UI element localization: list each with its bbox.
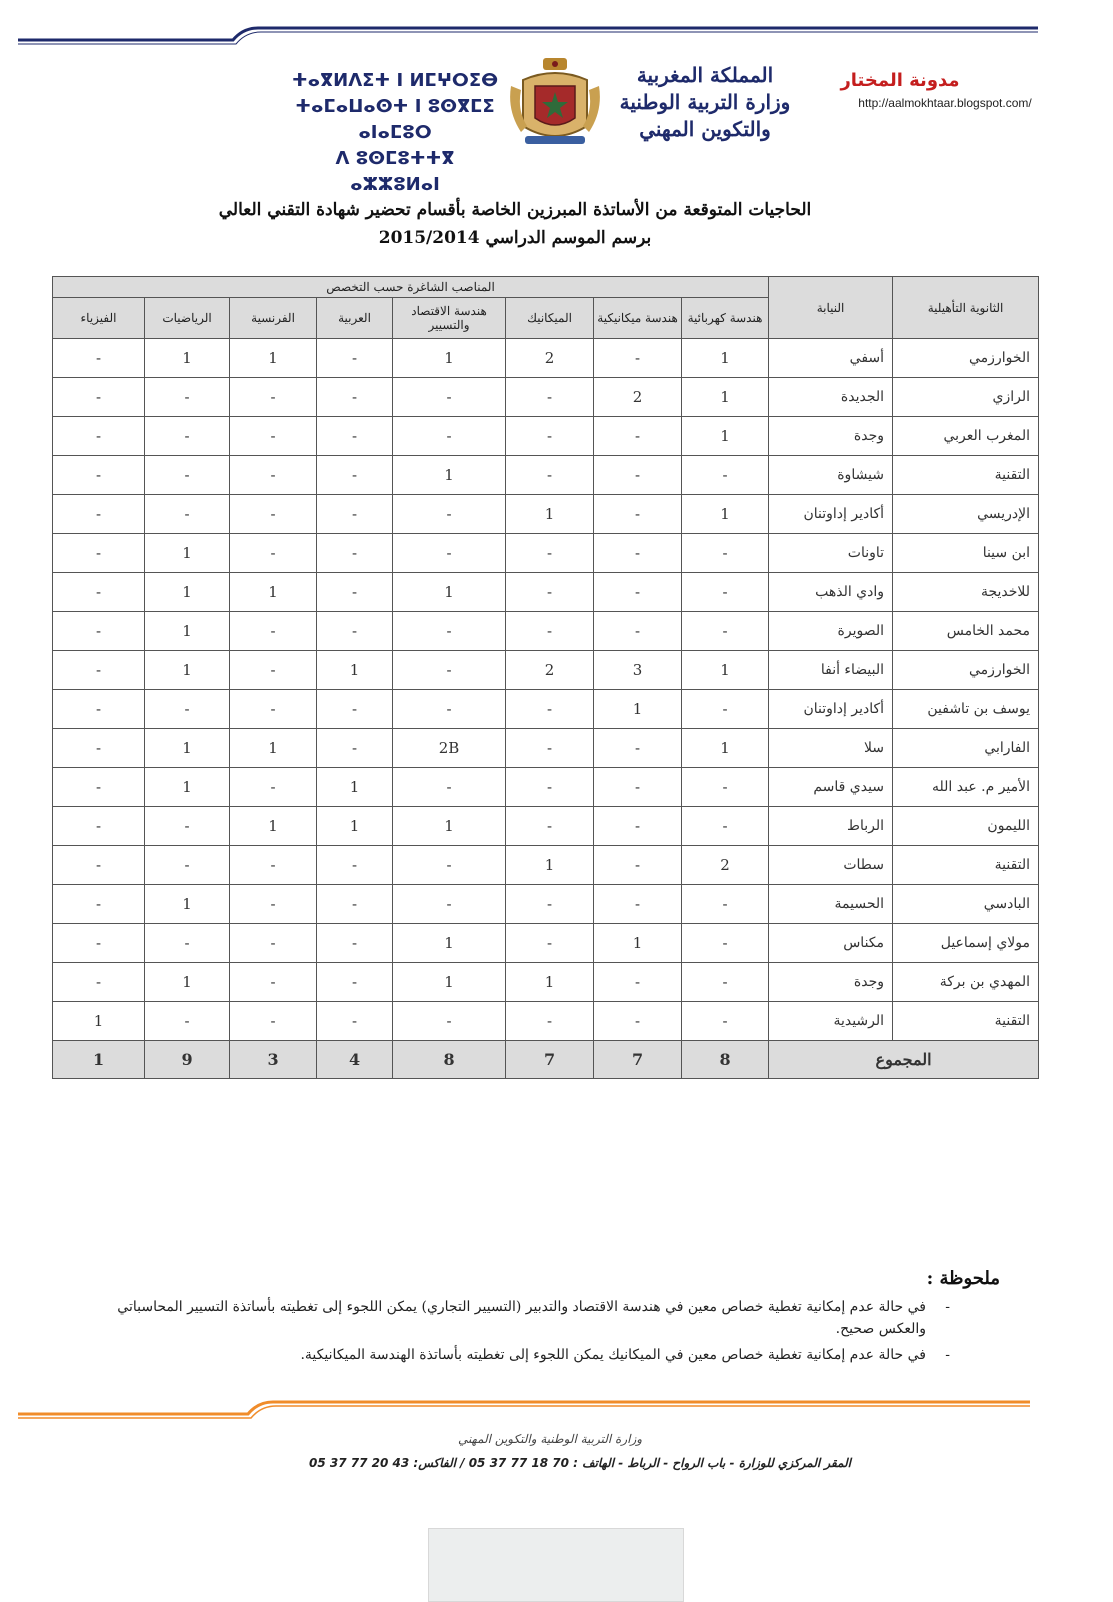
value-cell: 1 <box>145 612 230 651</box>
value-cell: - <box>594 573 682 612</box>
stamp-image <box>428 1528 684 1602</box>
value-cell: - <box>230 612 317 651</box>
value-cell: - <box>682 573 769 612</box>
value-cell: - <box>317 1002 393 1041</box>
value-cell: 1 <box>682 729 769 768</box>
value-cell: - <box>594 417 682 456</box>
value-cell: - <box>230 1002 317 1041</box>
ministry-name-arabic <box>605 62 805 143</box>
province-cell: سطات <box>769 846 893 885</box>
value-cell: - <box>594 846 682 885</box>
value-cell: - <box>317 417 393 456</box>
value-cell: 1 <box>506 495 594 534</box>
value-cell: 1 <box>393 573 506 612</box>
ministry-name-tifinagh <box>290 68 500 198</box>
table-row <box>53 768 1039 807</box>
school-cell: الخوارزمي <box>893 339 1039 378</box>
value-cell: - <box>594 339 682 378</box>
table-row <box>53 612 1039 651</box>
school-cell: البادسي <box>893 885 1039 924</box>
table-row <box>53 1002 1039 1041</box>
province-cell: أسفي <box>769 339 893 378</box>
header-province: النيابة <box>769 277 893 339</box>
table-row <box>53 456 1039 495</box>
table-row <box>53 963 1039 1002</box>
value-cell: - <box>53 495 145 534</box>
value-cell: - <box>317 846 393 885</box>
value-cell: - <box>317 612 393 651</box>
value-cell: - <box>145 690 230 729</box>
total-cell: 7 <box>594 1041 682 1079</box>
value-cell: - <box>53 534 145 573</box>
value-cell: - <box>145 417 230 456</box>
value-cell: - <box>230 885 317 924</box>
value-cell: - <box>145 846 230 885</box>
table-row <box>53 495 1039 534</box>
value-cell: - <box>682 534 769 573</box>
value-cell: 1 <box>393 924 506 963</box>
note-text: في حالة عدم إمكانية تغطية خصاص معين في الميكانيك يمكن اللجوء إلى تغطيته بأساتذة الهندسة الميكانيكية. <box>300 1347 926 1363</box>
header-specialty-group: المناصب الشاغرة حسب التخصص <box>53 277 769 298</box>
value-cell: - <box>317 339 393 378</box>
value-cell: - <box>594 534 682 573</box>
total-cell: 8 <box>682 1041 769 1079</box>
value-cell: - <box>145 378 230 417</box>
value-cell: - <box>682 1002 769 1041</box>
value-cell: - <box>506 690 594 729</box>
value-cell: 1 <box>145 729 230 768</box>
value-cell: 2 <box>594 378 682 417</box>
table-row <box>53 885 1039 924</box>
table-row <box>53 573 1039 612</box>
notes-list <box>70 1296 950 1370</box>
province-cell: سلا <box>769 729 893 768</box>
value-cell: 1 <box>145 534 230 573</box>
total-label: المجموع <box>769 1041 1039 1079</box>
value-cell: - <box>682 768 769 807</box>
header-mechanics: الميكانيك <box>506 298 594 339</box>
value-cell: - <box>393 768 506 807</box>
vacancies-table <box>52 276 1039 1079</box>
value-cell: 1 <box>393 456 506 495</box>
blog-name: مدونة المختار <box>840 70 960 91</box>
total-cell: 9 <box>145 1041 230 1079</box>
value-cell: 1 <box>145 339 230 378</box>
table-row <box>53 534 1039 573</box>
value-cell: - <box>393 1002 506 1041</box>
value-cell: - <box>393 534 506 573</box>
arabic-line-1: المملكة المغربية <box>636 63 774 87</box>
value-cell: - <box>53 846 145 885</box>
value-cell: 1 <box>145 885 230 924</box>
school-cell: محمد الخامس <box>893 612 1039 651</box>
value-cell: 3 <box>594 651 682 690</box>
header-electrical-engineering: هندسة كهربائية <box>682 298 769 339</box>
header-school: الثانوية التأهيلية <box>893 277 1039 339</box>
header-economics-management: هندسة الاقتصاد والتسيير <box>393 298 506 339</box>
value-cell: - <box>506 768 594 807</box>
province-cell: تاونات <box>769 534 893 573</box>
province-cell: البيضاء أنفا <box>769 651 893 690</box>
school-cell: مولاي إسماعيل <box>893 924 1039 963</box>
value-cell: 1 <box>317 768 393 807</box>
table-body <box>53 339 1039 1041</box>
value-cell: 2 <box>506 339 594 378</box>
value-cell: - <box>53 456 145 495</box>
value-cell: - <box>506 378 594 417</box>
school-cell: الرازي <box>893 378 1039 417</box>
school-cell: الإدريسي <box>893 495 1039 534</box>
table-row <box>53 690 1039 729</box>
table-row <box>53 729 1039 768</box>
value-cell: 1 <box>145 573 230 612</box>
value-cell: - <box>317 885 393 924</box>
value-cell: - <box>594 885 682 924</box>
value-cell: - <box>594 768 682 807</box>
value-cell: - <box>594 456 682 495</box>
value-cell: 1 <box>506 963 594 1002</box>
footer-address: المقر المركزي للوزارة - باب الرواح - الرباط - الهاتف : 70 18 77 37 05 / الفاكس: 43 20 77 37 05 <box>308 1456 852 1470</box>
value-cell: - <box>317 729 393 768</box>
value-cell: - <box>53 963 145 1002</box>
value-cell: - <box>594 963 682 1002</box>
value-cell: - <box>53 924 145 963</box>
province-cell: الرباط <box>769 807 893 846</box>
value-cell: 1 <box>682 339 769 378</box>
value-cell: - <box>393 612 506 651</box>
value-cell: - <box>230 534 317 573</box>
value-cell: 1 <box>317 807 393 846</box>
value-cell: - <box>230 963 317 1002</box>
footer-divider <box>18 1388 1058 1428</box>
value-cell: 1 <box>682 495 769 534</box>
value-cell: - <box>506 417 594 456</box>
note-bullet: - <box>945 1299 950 1315</box>
value-cell: - <box>230 651 317 690</box>
header-divider <box>18 18 1058 58</box>
value-cell: - <box>393 690 506 729</box>
value-cell: - <box>393 651 506 690</box>
province-cell: الصويرة <box>769 612 893 651</box>
province-cell: أكادير إداوتنان <box>769 495 893 534</box>
value-cell: - <box>230 456 317 495</box>
value-cell: - <box>506 456 594 495</box>
value-cell: 2 <box>682 846 769 885</box>
value-cell: - <box>506 612 594 651</box>
value-cell: 1 <box>230 729 317 768</box>
value-cell: - <box>393 495 506 534</box>
value-cell: - <box>53 768 145 807</box>
value-cell: 1 <box>145 963 230 1002</box>
school-cell: التقنية <box>893 456 1039 495</box>
value-cell: - <box>393 417 506 456</box>
note-item <box>70 1296 950 1340</box>
header-physics: الفيزياء <box>53 298 145 339</box>
value-cell: - <box>393 846 506 885</box>
value-cell: - <box>230 690 317 729</box>
value-cell: - <box>317 456 393 495</box>
value-cell: - <box>594 1002 682 1041</box>
province-cell: شيشاوة <box>769 456 893 495</box>
value-cell: - <box>317 534 393 573</box>
value-cell: - <box>682 963 769 1002</box>
school-cell: الخوارزمي <box>893 651 1039 690</box>
value-cell: - <box>53 807 145 846</box>
value-cell: 1 <box>230 573 317 612</box>
value-cell: - <box>317 690 393 729</box>
value-cell: - <box>230 378 317 417</box>
province-cell: وجدة <box>769 963 893 1002</box>
value-cell: 2B <box>393 729 506 768</box>
value-cell: - <box>682 612 769 651</box>
value-cell: - <box>53 729 145 768</box>
header-mathematics: الرياضيات <box>145 298 230 339</box>
value-cell: - <box>506 729 594 768</box>
value-cell: 1 <box>506 846 594 885</box>
value-cell: - <box>682 690 769 729</box>
value-cell: - <box>317 963 393 1002</box>
value-cell: - <box>53 339 145 378</box>
school-cell: التقنية <box>893 1002 1039 1041</box>
value-cell: - <box>682 885 769 924</box>
total-cell: 3 <box>230 1041 317 1079</box>
province-cell: مكناس <box>769 924 893 963</box>
value-cell: - <box>594 495 682 534</box>
header-mechanical-engineering: هندسة ميكانيكية <box>594 298 682 339</box>
totals-row <box>53 1041 1039 1079</box>
note-text: في حالة عدم إمكانية تغطية خصاص معين في هندسة الاقتصاد والتدبير (التسيير التجاري) يمكن اللجوء إلى تغطيته بأساتذة التسيير المحاسباتي والعكس صحيح. <box>117 1299 926 1337</box>
value-cell: 1 <box>682 417 769 456</box>
total-cell: 8 <box>393 1041 506 1079</box>
table-row <box>53 378 1039 417</box>
value-cell: 1 <box>393 963 506 1002</box>
value-cell: - <box>506 534 594 573</box>
value-cell: - <box>53 378 145 417</box>
value-cell: 1 <box>145 768 230 807</box>
title-line-1: الحاجيات المتوقعة من الأساتذة المبرزين الخاصة بأقسام تحضير شهادة التقني العالي <box>218 200 812 220</box>
value-cell: - <box>53 573 145 612</box>
value-cell: - <box>230 495 317 534</box>
province-cell: وجدة <box>769 417 893 456</box>
value-cell: 1 <box>393 807 506 846</box>
value-cell: - <box>594 729 682 768</box>
value-cell: - <box>594 807 682 846</box>
value-cell: - <box>682 456 769 495</box>
school-cell: يوسف بن تاشفين <box>893 690 1039 729</box>
school-cell: المغرب العربي <box>893 417 1039 456</box>
value-cell: - <box>317 924 393 963</box>
note-bullet: - <box>945 1347 950 1363</box>
value-cell: - <box>53 612 145 651</box>
value-cell: 1 <box>682 378 769 417</box>
footer-ministry: وزارة التربية الوطنية والتكوين المهني <box>457 1432 643 1446</box>
value-cell: - <box>53 417 145 456</box>
value-cell: 1 <box>230 339 317 378</box>
school-cell: الأمير م. عبد الله <box>893 768 1039 807</box>
header-arabic: العربية <box>317 298 393 339</box>
value-cell: - <box>317 495 393 534</box>
blog-url: http://aalmokhtaar.blogspot.com/ <box>858 96 1032 110</box>
value-cell: - <box>393 378 506 417</box>
title-line-2: برسم الموسم الدراسي 2015/2014 <box>378 228 652 248</box>
province-cell: الرشيدية <box>769 1002 893 1041</box>
note-item <box>70 1344 950 1366</box>
school-cell: المهدي بن بركة <box>893 963 1039 1002</box>
table-row <box>53 846 1039 885</box>
value-cell: - <box>145 456 230 495</box>
province-cell: الحسيمة <box>769 885 893 924</box>
value-cell: - <box>317 378 393 417</box>
value-cell: - <box>145 495 230 534</box>
value-cell: 1 <box>230 807 317 846</box>
total-cell: 1 <box>53 1041 145 1079</box>
table-row <box>53 339 1039 378</box>
arabic-line-2: وزارة التربية الوطنية <box>619 90 791 114</box>
value-cell: - <box>682 924 769 963</box>
total-cell: 7 <box>506 1041 594 1079</box>
province-cell: وادي الذهب <box>769 573 893 612</box>
school-cell: للاخديجة <box>893 573 1039 612</box>
school-cell: الليمون <box>893 807 1039 846</box>
school-cell: ابن سينا <box>893 534 1039 573</box>
coat-of-arms-icon <box>505 56 605 148</box>
value-cell: - <box>230 924 317 963</box>
value-cell: - <box>506 1002 594 1041</box>
value-cell: 1 <box>317 651 393 690</box>
total-cell: 4 <box>317 1041 393 1079</box>
province-cell: سيدي قاسم <box>769 768 893 807</box>
tifinagh-line-3: ⴷ ⵓⵙⵎⵓⵜⵜⴳ ⴰⵣⵣⵓⵍⴰⵏ <box>335 148 455 195</box>
value-cell: - <box>506 573 594 612</box>
value-cell: - <box>506 924 594 963</box>
value-cell: 1 <box>594 690 682 729</box>
value-cell: - <box>506 885 594 924</box>
province-cell: أكادير إداوتنان <box>769 690 893 729</box>
value-cell: 2 <box>506 651 594 690</box>
province-cell: الجديدة <box>769 378 893 417</box>
value-cell: - <box>53 690 145 729</box>
tifinagh-line-1: ⵜⴰⴳⵍⴷⵉⵜ ⵏ ⵍⵎⵖⵔⵉⴱ <box>291 70 499 91</box>
value-cell: - <box>145 924 230 963</box>
header-french: الفرنسية <box>230 298 317 339</box>
value-cell: 1 <box>145 651 230 690</box>
school-cell: الفارابي <box>893 729 1039 768</box>
value-cell: - <box>230 417 317 456</box>
value-cell: - <box>230 768 317 807</box>
value-cell: - <box>53 651 145 690</box>
table-row <box>53 807 1039 846</box>
value-cell: 1 <box>594 924 682 963</box>
value-cell: - <box>145 1002 230 1041</box>
document-title <box>150 196 880 252</box>
arabic-line-3: والتكوين المهني <box>639 117 771 141</box>
value-cell: - <box>145 807 230 846</box>
table-row <box>53 417 1039 456</box>
value-cell: - <box>594 612 682 651</box>
notes-title: ملحوظة : <box>926 1268 1000 1289</box>
value-cell: 1 <box>682 651 769 690</box>
value-cell: 1 <box>53 1002 145 1041</box>
table-row <box>53 651 1039 690</box>
value-cell: 1 <box>393 339 506 378</box>
value-cell: - <box>682 807 769 846</box>
tifinagh-line-2: ⵜⴰⵎⴰⵡⴰⵙⵜ ⵏ ⵓⵙⴳⵎⵉ ⴰⵏⴰⵎⵓⵔ <box>295 96 495 143</box>
school-cell: التقنية <box>893 846 1039 885</box>
value-cell: - <box>506 807 594 846</box>
value-cell: - <box>230 846 317 885</box>
value-cell: - <box>53 885 145 924</box>
value-cell: - <box>317 573 393 612</box>
value-cell: - <box>393 885 506 924</box>
table-row <box>53 924 1039 963</box>
